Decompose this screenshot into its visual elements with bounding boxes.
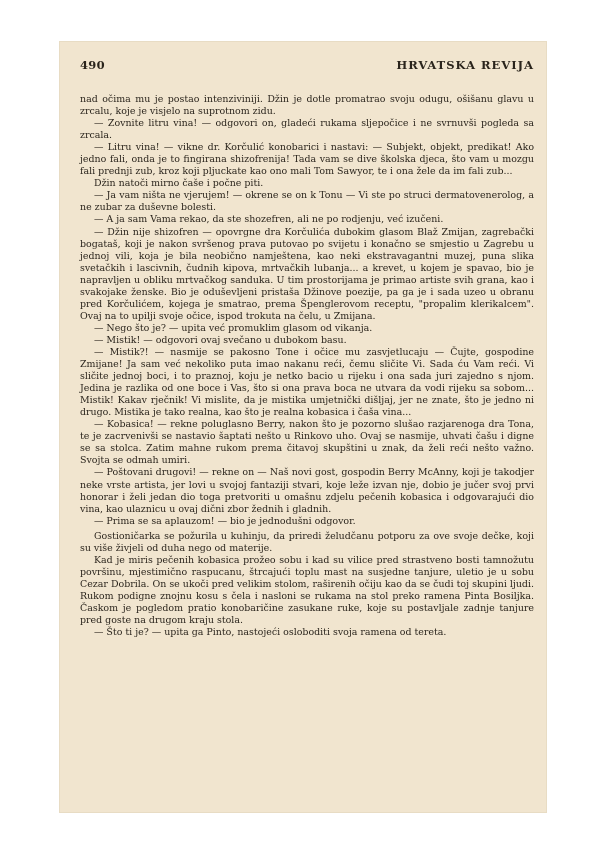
page-header	[80, 58, 534, 74]
paragraph: Gostioničarka se požurila u kuhinju, da priredi želudčanu potporu za ove svoje dečke, koji su više živjeli od duha nego od materije.	[80, 530, 534, 554]
paragraph: — Kobasica! — rekne poluglasno Berry, nakon što je pozorno slušao razjarenoga dra Tona, te je zacrvenivši se nastavio šaptati nešto u Rinkovo uho. Ovaj se nasmije, uhvati čašu i digne se sa stolca. Zatim mahne rukom prema čitavoj skupštini u znak, da želi reći nešto važno. Svojta se odmah umiri.	[80, 419, 534, 467]
paragraph: — Zovnite litru vina! — odgovori on, gladeći rukama sljepočice i ne svrnuvši pogleda sa zrcala.	[80, 118, 534, 142]
paragraph: Džin natoči mirno čaše i počne piti.	[94, 178, 264, 190]
paragraph: — Mistik! — odgovori ovaj svečano u dubokom basu.	[94, 334, 347, 346]
paragraph: — Što ti je? — upita ga Pinto, nastojeći osloboditi svoja ramena od tereta.	[94, 627, 447, 639]
paragraph: — Nego što je? — upita već promuklim glasom od vikanja.	[94, 322, 373, 334]
paragraph: — Litru vina! — vikne dr. Korčulić konobarici i nastavi: — Subjekt, objekt, predikat! Ako jedno fali, onda je to fingirana shizofrenija! Tada vam se dive školska djeca, što vam u mozgu fali prednji zub, kroz koji pljuckate kao ono mali Tom Sawyor, te i ona žele da im fali zub...	[80, 142, 534, 178]
paragraph: — Džin nije shizofren — opovrgne dra Korčulića dubokim glasom Blaž Zmijan, zagrebački bogataš, koji je nakon svršenog prava putovao po svijetu i konačno se smjestio u Zagrebu u jednoj vili, koja je bila neobično namještena, kao neki ekstravagantni muzej, puna slika svetačkih i lascivnih, čudnih kipova, mrtvačkih lubanja... a krevet, u kojem je spavao, bio je napravljen u obliku mrtvačkog sanduka. U tim prostorijama je primao artiste svih grana, kao i svakojake ženske. Bio je oduševljeni pristaša Džinove poezije, pa ga je i sada uzeo u obranu pred Korčulićem, kojega je smatrao, prema Špenglerovom receptu, "propalim klerikalcem". Ovaj na to upilji svoje očice, ispod trokuta na čelu, u Zmijana.	[80, 226, 534, 322]
paragraph: Kad je miris pečenih kobasica prožeo sobu i kad su vilice pred strastveno bosti tamnožutu površinu, mjestimično raspucanu, štrcajući toplu mast na susjedne tanjure, uletio je u sobu Cezar Dobrila. On se ukoči pred velikim stolom, raširenih očiju kao da se čudi toj skupini ljudi. Rukom podigne znojnu kosu s čela i nasloni se rukama na stol preko ramena Pinta Bosiljka. Časkom je pogledom pratio konobaričine zasukane ruke, koje su postavljale zadnje tanjure pred goste na drugom kraju stola.	[80, 554, 534, 627]
paragraph: — A ja sam Vama rekao, da ste shozefren, ali ne po rodjenju, već izučeni.	[94, 214, 444, 226]
page-number: 490	[80, 58, 105, 72]
paragraph: — Poštovani drugovi! — rekne on — Naš novi gost, gospodin Berry McAnny, koji je takodjer neke vrste artista, jer lovi u svojoj fantaziji stvari, koje leže izvan nje, dobio je jučer svoj prvi honorar i želi jedan dio toga pretvoriti u omašnu zdjelu pečenih kobasica i odgovarajući dio vina, kao ulaznicu u ovaj dični zbor žednih i gladnih.	[80, 467, 534, 515]
paragraph: — Ja vam ništa ne vjerujem! — okrene se on k Tonu — Vi ste po struci dermatovenerolog, a ne zubar za duševne bolesti.	[80, 190, 534, 214]
paragraph: — Mistik?! — nasmije se pakosno Tone i očice mu zasvjetlucaju — Čujte, gospodine Zmijane! Ja sam već nekoliko puta imao nakanu reći, čemu sličite Vi. Sada ću Vam reći. Vi sličite jednoj boci, i to praznoj, koju je netko bacio u rijeku i ona sada juri zajedno s njom. Jedina je razlika od one boce i Vas, što si ona prava boca ne utvara da vodi rijeku sa sobom... Mistik! Kakav rječnik! Vi mislite, da je mistika umjetnički dišljaj, jer ne znate, što je jedno ni drugo. Mistika je tako realna, kao što je realna kobasica i čaša vina...	[80, 346, 534, 419]
book-page	[60, 42, 546, 812]
paragraph: nad očima mu je postao intenziviniji. Džin je dotle promatrao svoju odugu, ošišanu glavu u zrcalu, koje je visjelo na suprotnom zidu.	[80, 94, 534, 118]
running-title: HRVATSKA REVIJA	[396, 58, 534, 72]
body-text	[80, 94, 534, 639]
paragraph: — Prima se sa aplauzom! — bio je jednodušni odgovor.	[94, 515, 356, 527]
